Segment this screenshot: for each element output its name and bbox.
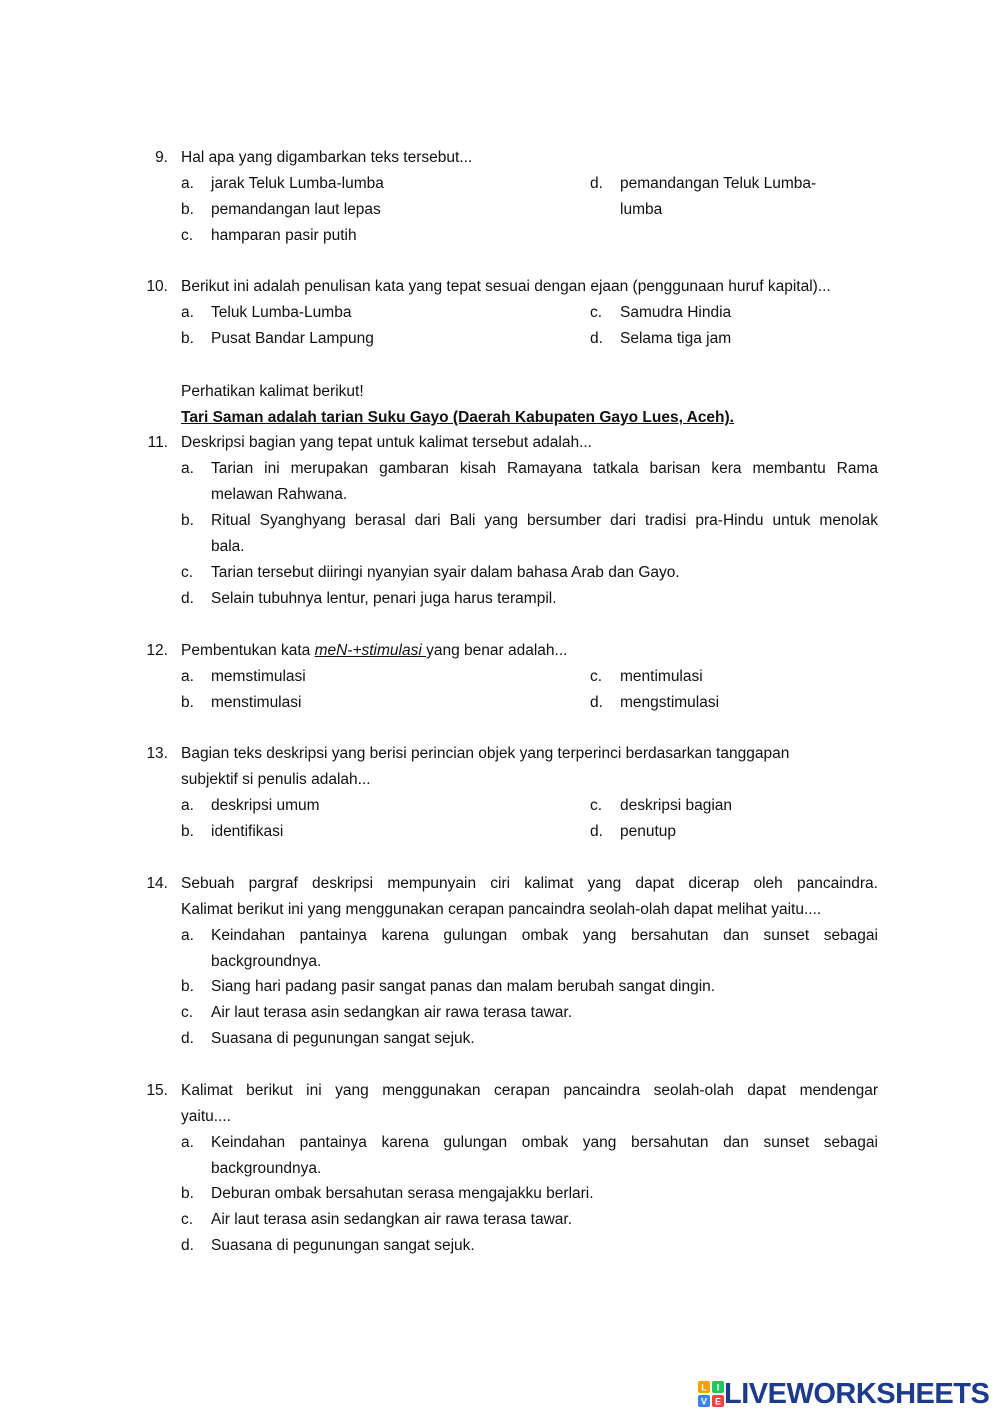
option-letter: b.: [181, 694, 194, 711]
option-c: Samudra Hindia: [620, 304, 732, 321]
question-number: 15.: [146, 1082, 168, 1099]
option-letter: d.: [181, 1237, 194, 1254]
option-a: deskripsi umum: [211, 797, 320, 814]
option-b: identifikasi: [211, 823, 284, 840]
option-d: mengstimulasi: [620, 694, 720, 711]
option-letter: c.: [590, 304, 603, 321]
logo-tile-letter: L: [701, 1382, 707, 1393]
option-d-continued: lumba: [620, 201, 663, 218]
question-stem: [181, 641, 567, 661]
option-a: Tarian ini merupakan gambaran kisah Ramayana tatkala barisan kera membantu Rama: [211, 460, 878, 477]
option-letter: c.: [181, 227, 194, 244]
option-b-continued: bala.: [211, 538, 245, 555]
logo-tile-letter: I: [716, 1382, 720, 1393]
logo-tile-letter: V: [700, 1396, 708, 1407]
option-letter: c.: [590, 668, 603, 685]
question-stem-continued: subjektif si penulis adalah...: [181, 771, 371, 788]
option-letter: d.: [590, 694, 603, 711]
stem-text: yang benar adalah...: [426, 642, 568, 659]
question-stem: Sebuah pargraf deskripsi mempunyain ciri kalimat yang dapat dicerap oleh pancaindra.: [181, 875, 878, 892]
option-letter: a.: [181, 175, 194, 192]
option-letter: c.: [181, 1211, 194, 1228]
option-letter: a.: [181, 460, 194, 477]
question-stem: Berikut ini adalah penulisan kata yang tepat sesuai dengan ejaan (penggunaan huruf kapital)...: [181, 278, 831, 295]
option-letter: d.: [590, 823, 603, 840]
option-letter: b.: [181, 978, 194, 995]
option-letter: a.: [181, 1134, 194, 1151]
option-c: Air laut terasa asin sedangkan air rawa terasa tawar.: [211, 1211, 572, 1228]
option-letter: c.: [181, 564, 194, 581]
question-stem-continued: Kalimat berikut ini yang menggunakan cerapan pancaindra seolah-olah dapat melihat yaitu....: [181, 901, 822, 918]
option-b: Pusat Bandar Lampung: [211, 330, 374, 347]
stem-text: Pembentukan kata: [181, 642, 315, 659]
option-letter: d.: [181, 590, 194, 607]
option-letter: a.: [181, 668, 194, 685]
option-letter: b.: [181, 330, 194, 347]
question-stem: Hal apa yang digambarkan teks tersebut...: [181, 149, 473, 166]
option-d: Suasana di pegunungan sangat sejuk.: [211, 1030, 475, 1047]
liveworksheets-logo[interactable]: [698, 1379, 989, 1409]
question-number: 10.: [146, 278, 168, 295]
option-b: Ritual Syanghyang berasal dari Bali yang bersumber dari tradisi pra-Hindu untuk menolak: [211, 512, 878, 529]
option-a-continued: backgroundnya.: [211, 953, 322, 970]
brand-name: LIVEWORKSHEETS: [724, 1377, 990, 1410]
logo-tile-letter: E: [714, 1396, 722, 1407]
option-b: menstimulasi: [211, 694, 302, 711]
option-b: pemandangan laut lepas: [211, 201, 381, 218]
option-a-continued: backgroundnya.: [211, 1160, 322, 1177]
option-a: Teluk Lumba-Lumba: [211, 304, 352, 321]
option-c: hamparan pasir putih: [211, 227, 357, 244]
logo-tiles-icon: [698, 1381, 724, 1407]
option-d: pemandangan Teluk Lumba-: [620, 175, 817, 192]
option-a: jarak Teluk Lumba-lumba: [211, 175, 384, 192]
option-letter: d.: [181, 1030, 194, 1047]
option-letter: b.: [181, 1185, 194, 1202]
option-letter: a.: [181, 304, 194, 321]
option-c: Air laut terasa asin sedangkan air rawa terasa tawar.: [211, 1004, 572, 1021]
option-b: Deburan ombak bersahutan serasa mengajakku berlari.: [211, 1185, 594, 1202]
question-number: 12.: [146, 642, 168, 659]
option-b: Siang hari padang pasir sangat panas dan malam berubah sangat dingin.: [211, 978, 716, 995]
option-c: Tarian tersebut diiringi nyanyian syair dalam bahasa Arab dan Gayo.: [211, 564, 680, 581]
question-stem: Bagian teks deskripsi yang berisi perincian objek yang terperinci berdasarkan tanggapan: [181, 745, 790, 762]
stem-term: meN-+stimulasi: [314, 642, 427, 659]
option-a: Keindahan pantainya karena gulungan ombak yang bersahutan dan sunset sebagai: [211, 1134, 878, 1151]
question-stem: Kalimat berikut ini yang menggunakan cerapan pancaindra seolah-olah dapat mendengar: [181, 1082, 878, 1099]
option-d: Selain tubuhnya lentur, penari juga harus terampil.: [211, 590, 557, 607]
option-letter: c.: [181, 1004, 194, 1021]
option-letter: d.: [590, 175, 603, 192]
option-d: Suasana di pegunungan sangat sejuk.: [211, 1237, 475, 1254]
option-d: penutup: [620, 823, 677, 840]
highlighted-sentence: Tari Saman adalah tarian Suku Gayo (Daerah Kabupaten Gayo Lues, Aceh).: [181, 409, 734, 426]
option-c: deskripsi bagian: [620, 797, 733, 814]
option-letter: a.: [181, 927, 194, 944]
option-c: mentimulasi: [620, 668, 703, 685]
instruction-text: Perhatikan kalimat berikut!: [181, 383, 364, 400]
option-letter: c.: [590, 797, 603, 814]
question-number: 11.: [147, 434, 168, 451]
question-number: 13.: [146, 745, 168, 762]
question-number: 14.: [146, 875, 168, 892]
option-letter: a.: [181, 797, 194, 814]
option-letter: d.: [590, 330, 603, 347]
option-letter: b.: [181, 201, 194, 218]
option-letter: b.: [181, 823, 194, 840]
option-a-continued: melawan Rahwana.: [211, 486, 348, 503]
question-stem: Deskripsi bagian yang tepat untuk kalimat tersebut adalah...: [181, 434, 592, 451]
question-number: 9.: [155, 149, 168, 166]
option-a: memstimulasi: [211, 668, 306, 685]
option-a: Keindahan pantainya karena gulungan ombak yang bersahutan dan sunset sebagai: [211, 927, 878, 944]
option-d: Selama tiga jam: [620, 330, 732, 347]
option-letter: b.: [181, 512, 194, 529]
question-stem-continued: yaitu....: [181, 1108, 231, 1125]
